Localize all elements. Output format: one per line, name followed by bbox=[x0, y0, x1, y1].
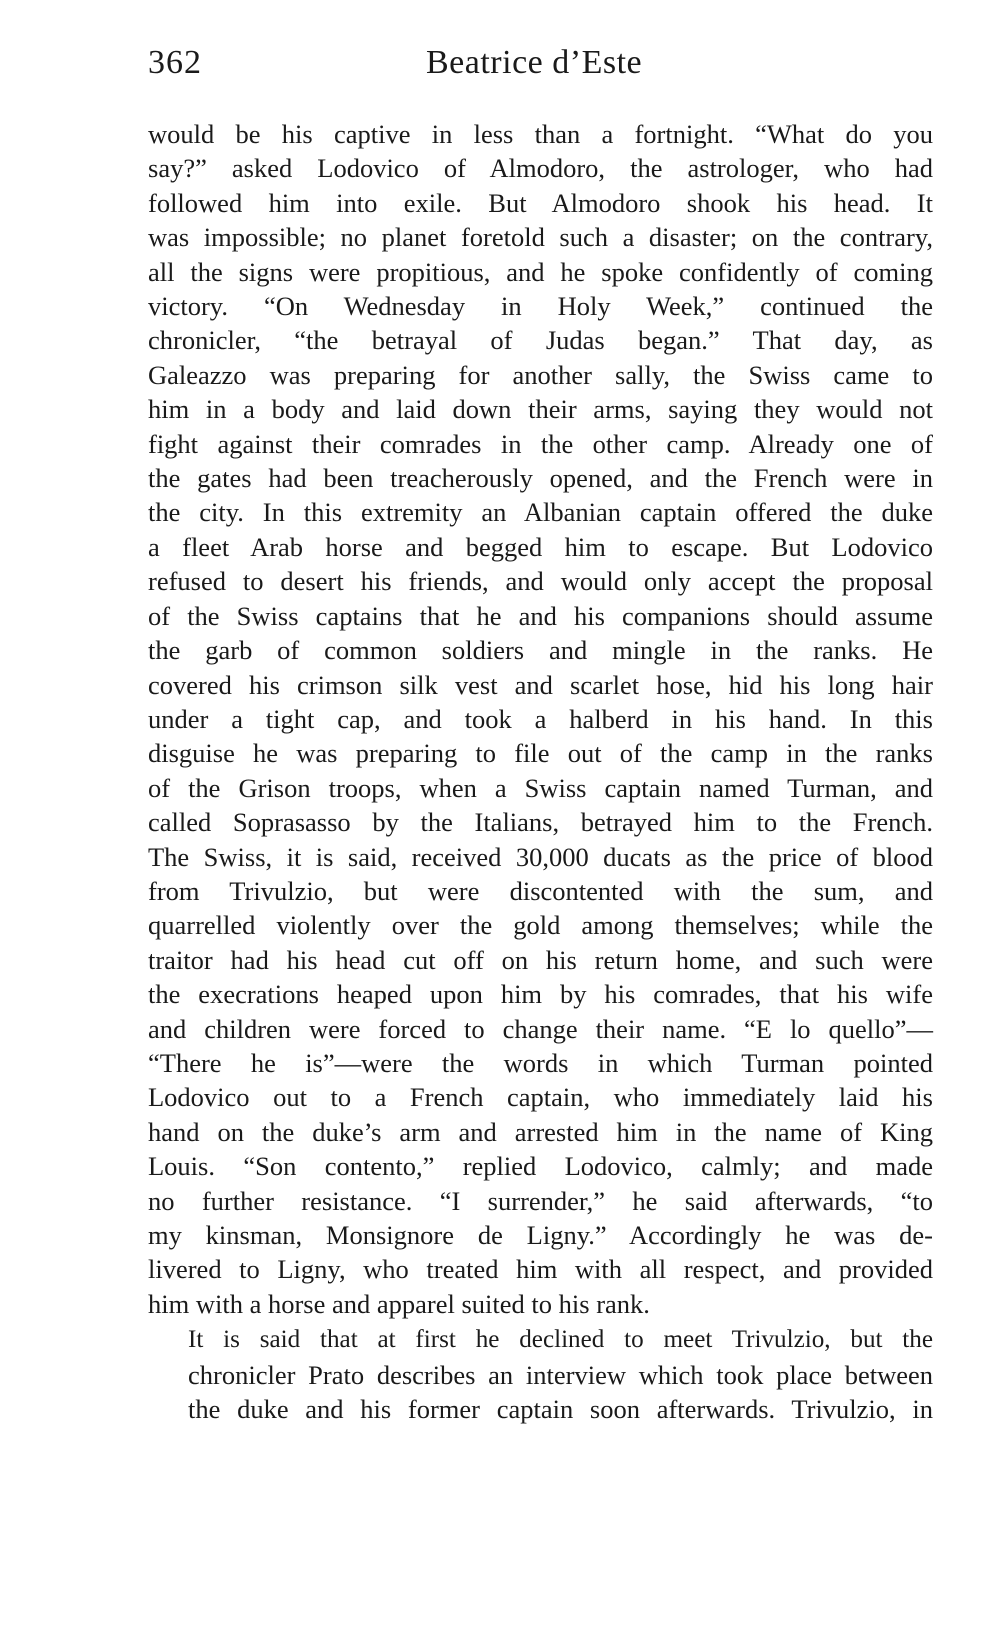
text-line: followed him into exile. But Almodoro shook his head. It bbox=[148, 187, 933, 218]
text-line: him in a body and laid down their arms, saying they would not bbox=[148, 394, 933, 425]
text-line: hand on the duke’s arm and arrested him in the name of King bbox=[148, 1116, 933, 1147]
text-line: chronicler, “the betrayal of Judas began.” That day, as bbox=[148, 325, 933, 356]
text-line: was impossible; no planet foretold such a disaster; on the contrary, bbox=[148, 222, 933, 253]
text-line: and children were forced to change their name. “E lo quello”— bbox=[148, 1013, 933, 1044]
text-line: “There he is”—were the words in which Turman pointed bbox=[148, 1047, 933, 1078]
text-line: victory. “On Wednesday in Holy Week,” continued the bbox=[148, 291, 933, 322]
text-line: It is said that at first he declined to meet Trivulzio, but the bbox=[188, 1326, 933, 1354]
text-line: chronicler Prato describes an interview which took place between bbox=[188, 1359, 933, 1390]
paragraph-2 bbox=[148, 1323, 933, 1426]
text-line: the duke and his former captain soon afterwards. Trivulzio, in bbox=[188, 1394, 933, 1425]
text-line: him with a horse and apparel suited to his rank. bbox=[148, 1288, 650, 1319]
text-line: the garb of common soldiers and mingle in the ranks. He bbox=[148, 635, 933, 666]
text-line: disguise he was preparing to file out of the camp in the ranks bbox=[148, 738, 933, 769]
paragraph-1 bbox=[148, 117, 933, 1321]
running-title: Beatrice d’Este bbox=[426, 44, 643, 81]
page-header bbox=[148, 44, 968, 94]
text-line: a fleet Arab horse and begged him to escape. But Lodovico bbox=[148, 531, 933, 562]
text-line: The Swiss, it is said, received 30,000 ducats as the price of blood bbox=[148, 841, 933, 872]
text-line: of the Grison troops, when a Swiss captain named Turman, and bbox=[148, 772, 933, 803]
text-line: quarrelled violently over the gold among themselves; while the bbox=[148, 910, 933, 941]
text-line: under a tight cap, and took a halberd in his hand. In this bbox=[148, 703, 933, 734]
body-text bbox=[148, 117, 933, 1426]
text-line: from Trivulzio, but were discontented with the sum, and bbox=[148, 875, 933, 906]
text-line: fight against their comrades in the other camp. Already one of bbox=[148, 428, 933, 459]
text-line: Louis. “Son contento,” replied Lodovico, calmly; and made bbox=[148, 1151, 933, 1182]
text-line: Galeazzo was preparing for another sally, the Swiss came to bbox=[148, 359, 933, 390]
text-line: would be his captive in less than a fortnight. “What do you bbox=[148, 119, 933, 149]
text-line: Lodovico out to a French captain, who immediately laid his bbox=[148, 1082, 933, 1113]
text-line: livered to Ligny, who treated him with all respect, and provided bbox=[148, 1254, 933, 1285]
text-line: of the Swiss captains that he and his companions should assume bbox=[148, 600, 933, 631]
text-line: all the signs were propitious, and he spoke confidently of coming bbox=[148, 256, 933, 287]
text-line: no further resistance. “I surrender,” he said afterwards, “to bbox=[148, 1185, 933, 1216]
text-line: refused to desert his friends, and would only accept the proposal bbox=[148, 566, 933, 597]
text-line: covered his crimson silk vest and scarlet hose, hid his long hair bbox=[148, 669, 933, 700]
page-number: 362 bbox=[148, 44, 202, 81]
text-line: my kinsman, Monsignore de Ligny.” Accordingly he was de- bbox=[148, 1220, 933, 1250]
text-line: the execrations heaped upon him by his comrades, that his wife bbox=[148, 979, 933, 1010]
text-line: the city. In this extremity an Albanian captain offered the duke bbox=[148, 497, 933, 528]
text-line: the gates had been treacherously opened, and the French were in bbox=[148, 463, 933, 494]
text-line: say?” asked Lodovico of Almodoro, the astrologer, who had bbox=[148, 153, 933, 184]
text-line: traitor had his head cut off on his return home, and such were bbox=[148, 944, 933, 975]
text-line: called Soprasasso by the Italians, betrayed him to the French. bbox=[148, 807, 933, 838]
